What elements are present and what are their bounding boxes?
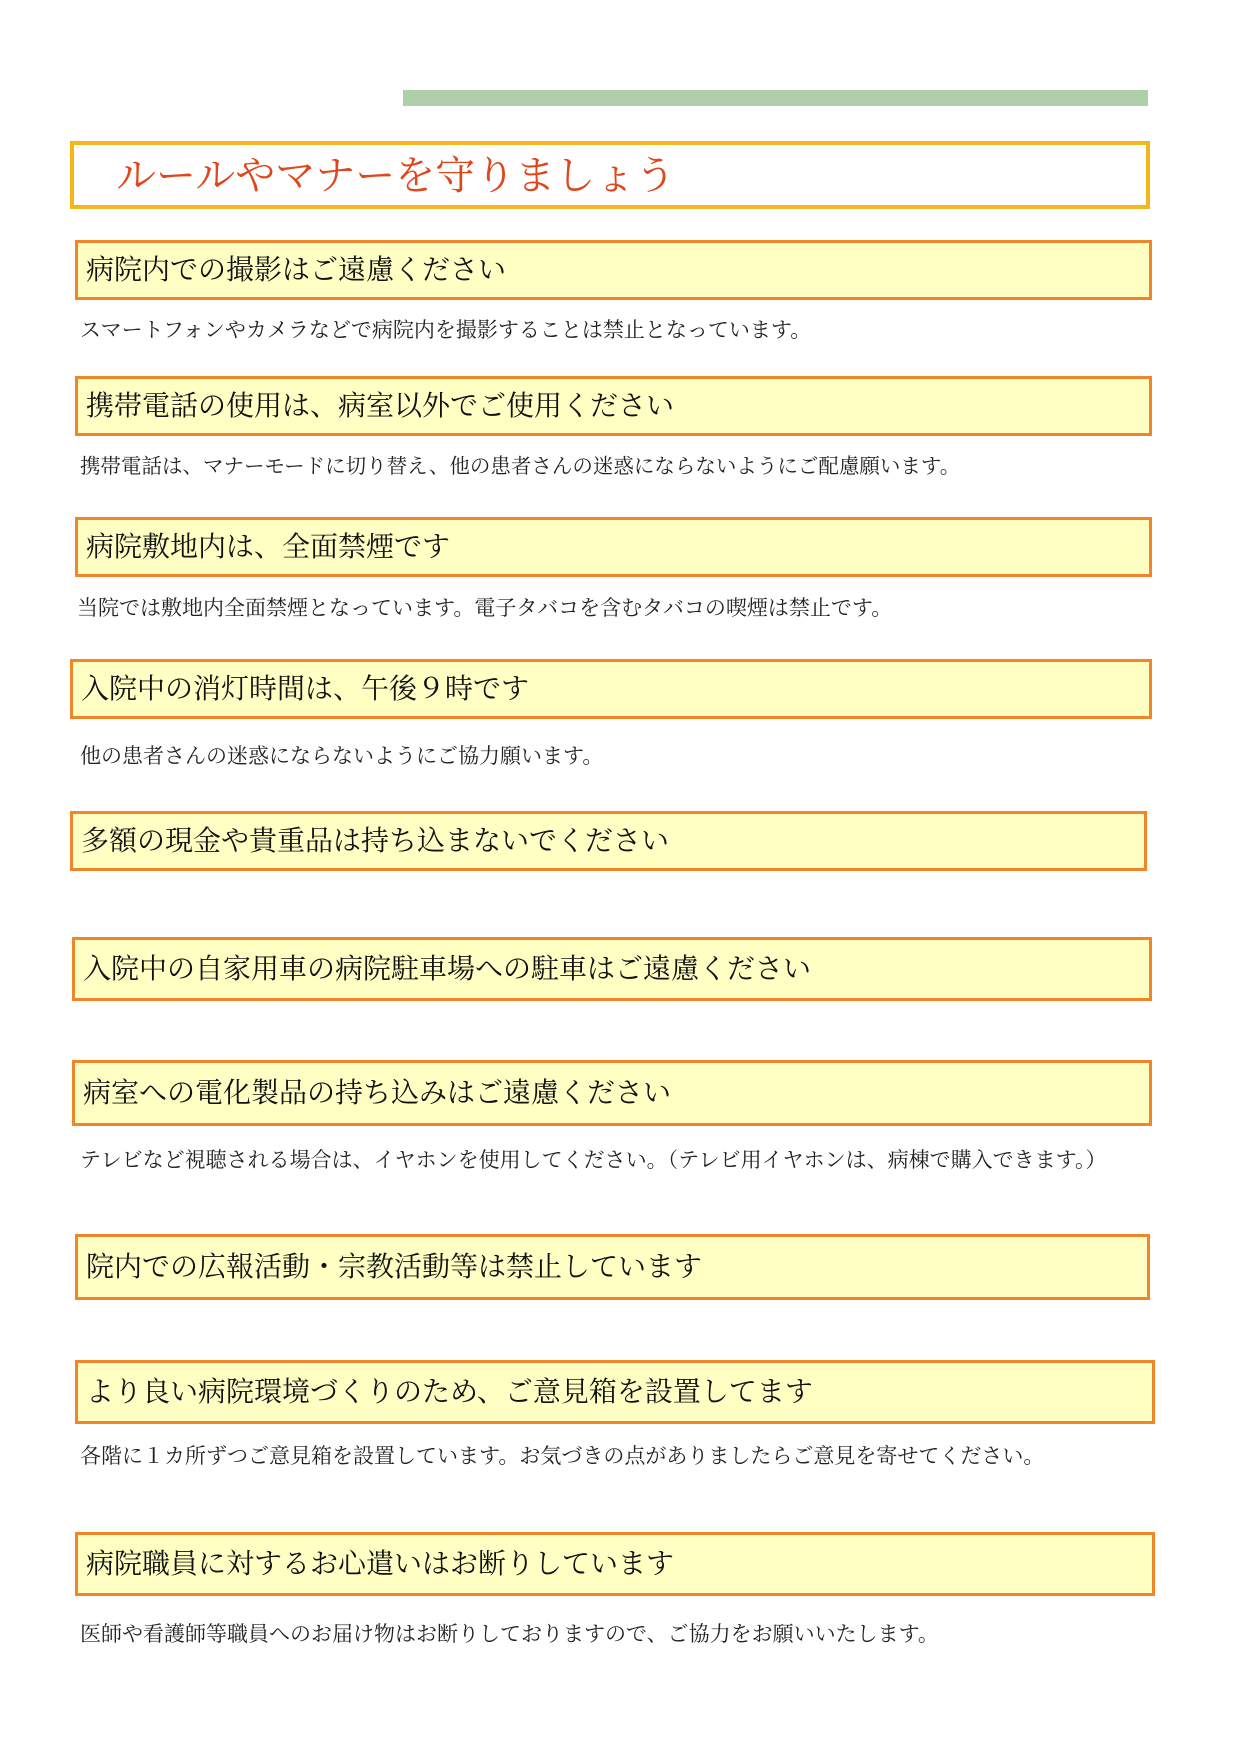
rule-description-lights-out: 他の患者さんの迷惑にならないようにご協力願います。 bbox=[80, 744, 604, 768]
rule-heading-suggestion-box: より良い病院環境づくりのため、ご意見箱を設置してます bbox=[75, 1360, 1155, 1424]
rule-heading-electric-appliances: 病室への電化製品の持ち込みはご遠慮ください bbox=[72, 1060, 1152, 1126]
rule-description-suggestion-box: 各階に１カ所ずつご意見箱を設置しています。お気づきの点がありましたらご意見を寄せてください。 bbox=[80, 1444, 1045, 1468]
rule-heading-mobile-phone: 携帯電話の使用は、病室以外でご使用ください bbox=[75, 376, 1152, 436]
decorative-top-bar bbox=[403, 90, 1148, 106]
rule-heading-promotion-religion: 院内での広報活動・宗教活動等は禁止しています bbox=[75, 1234, 1150, 1300]
rule-description-electric-appliances: テレビなど視聴される場合は、イヤホンを使用してください。（テレビ用イヤホンは、病棟で購入できます。） bbox=[80, 1148, 1107, 1172]
rule-description-no-smoking: 当院では敷地内全面禁煙となっています。電子タバコを含むタバコの喫煙は禁止です。 bbox=[77, 596, 893, 620]
rule-description-photography: スマートフォンやカメラなどで病院内を撮影することは禁止となっています。 bbox=[80, 318, 812, 342]
rule-heading-no-smoking: 病院敷地内は、全面禁煙です bbox=[75, 517, 1152, 577]
title-box bbox=[70, 141, 1150, 209]
rule-heading-gifts: 病院職員に対するお心遣いはお断りしています bbox=[75, 1532, 1155, 1596]
page-title: ルールやマナーを守りましょう bbox=[116, 153, 676, 199]
rule-description-gifts: 医師や看護師等職員へのお届け物はお断りしておりますので、ご協力をお願いいたします。 bbox=[80, 1622, 939, 1646]
rule-heading-lights-out: 入院中の消灯時間は、午後９時です bbox=[70, 659, 1152, 719]
rule-description-mobile-phone: 携帯電話は、マナーモードに切り替え、他の患者さんの迷惑にならないようにご配慮願います。 bbox=[80, 454, 961, 478]
rule-heading-parking: 入院中の自家用車の病院駐車場への駐車はご遠慮ください bbox=[72, 937, 1152, 1001]
rule-heading-valuables: 多額の現金や貴重品は持ち込まないでください bbox=[70, 811, 1147, 871]
rule-heading-photography: 病院内での撮影はご遠慮ください bbox=[75, 240, 1152, 300]
